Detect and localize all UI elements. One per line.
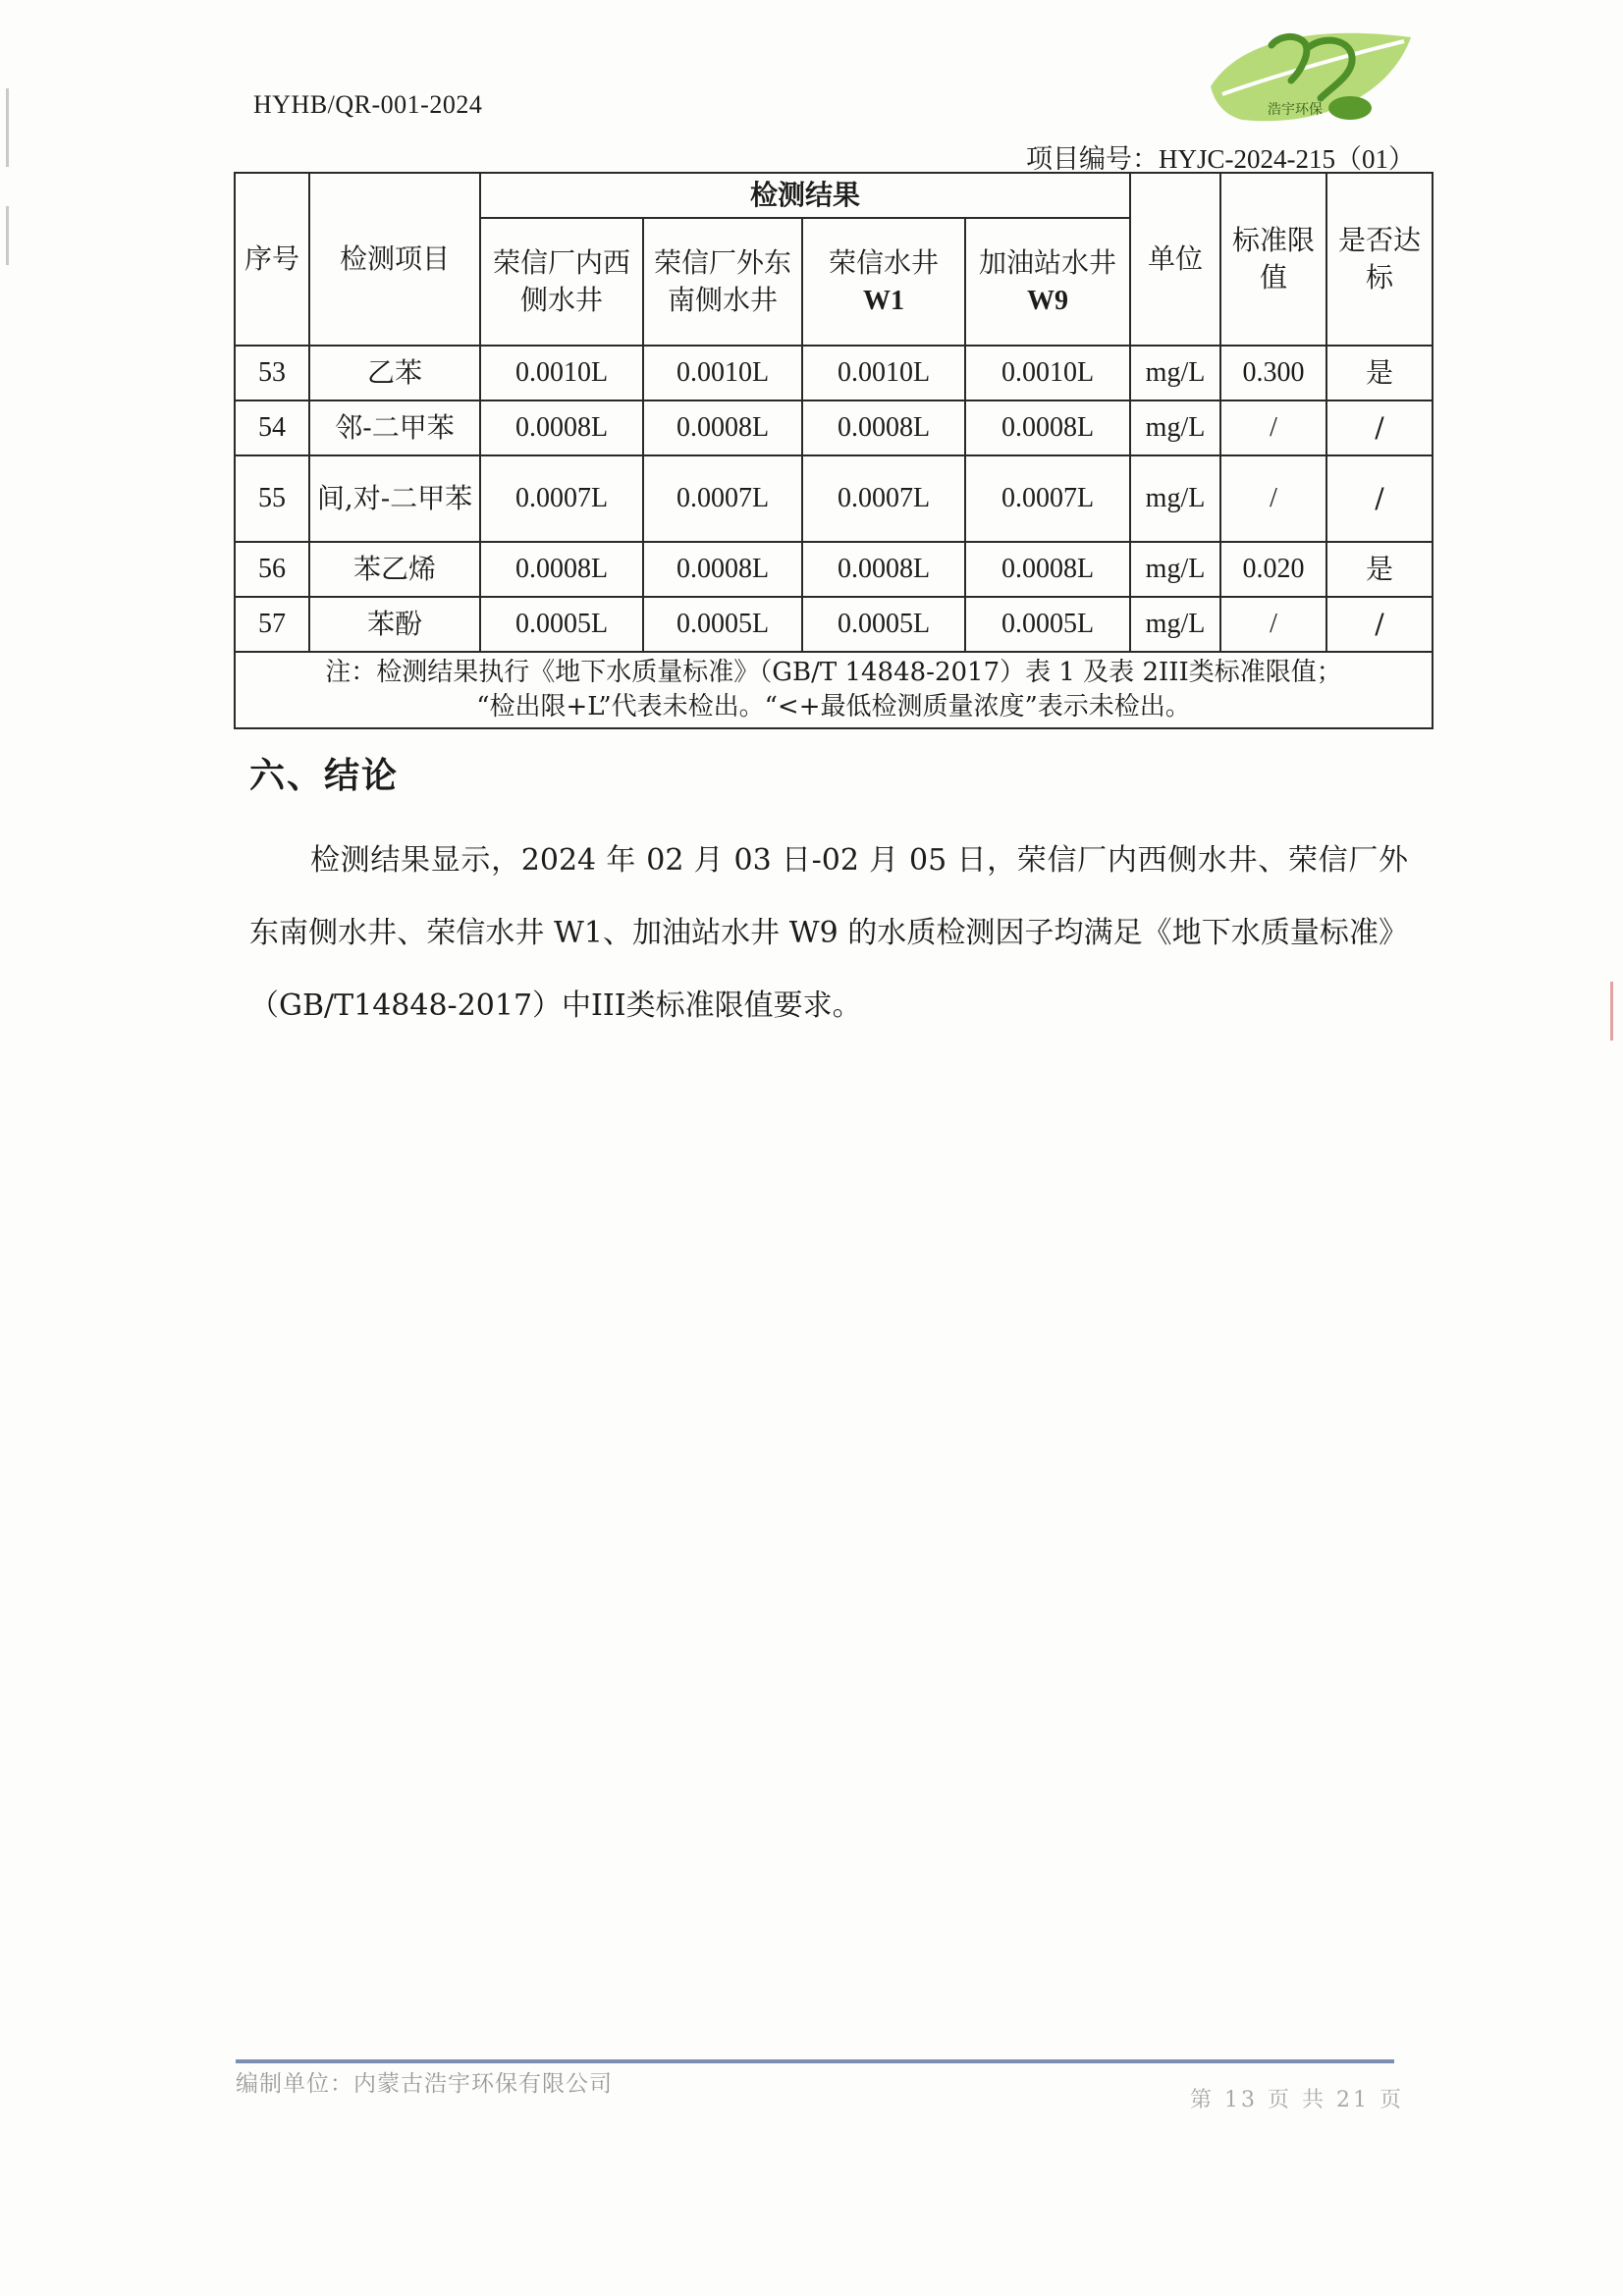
note-line-2: “检出限+L”代表未检出。“<+最低检测质量浓度”表示未检出。 [476, 692, 1191, 721]
header-site-3 [802, 218, 965, 346]
row-unit: mg/L [1130, 597, 1220, 652]
row-limit: / [1220, 597, 1326, 652]
row-pass: 是 [1326, 542, 1433, 597]
site-4-code: W9 [1027, 285, 1068, 316]
table-row [235, 455, 1433, 542]
row-limit: / [1220, 455, 1326, 542]
conclusion-text: 检测结果显示，2024 年 02 月 03 日-02 月 05 日，荣信厂内西侧水井、荣信厂外东南侧水井、荣信水井 W1、加油站水井 W9 的水质检测因子均满足《地下水质量标准》（GB/T14848-2017）中III类标准限值要求。 [249, 843, 1408, 1023]
logo-text: 浩宇环保 [1268, 102, 1323, 118]
table-row [235, 542, 1433, 597]
row-item: 苯酚 [309, 597, 480, 652]
row-seq: 57 [235, 597, 309, 652]
row-value: 0.0005L [965, 597, 1130, 652]
header-seq: 序号 [235, 173, 309, 346]
row-value: 0.0005L [802, 597, 965, 652]
row-value: 0.0007L [965, 455, 1130, 542]
project-number: 项目编号：HYJC-2024-215（01） [1026, 144, 1415, 174]
row-value: 0.0008L [480, 400, 643, 455]
results-table [234, 172, 1434, 729]
section-title: 六、结论 [249, 755, 400, 796]
row-value: 0.0010L [480, 346, 643, 400]
row-pass: / [1326, 400, 1433, 455]
row-limit: / [1220, 400, 1326, 455]
row-value: 0.0007L [480, 455, 643, 542]
row-value: 0.0008L [802, 400, 965, 455]
row-seq: 54 [235, 400, 309, 455]
scan-edge-mark [1610, 982, 1613, 1041]
row-value: 0.0008L [965, 400, 1130, 455]
row-value: 0.0007L [643, 455, 802, 542]
row-pass: / [1326, 455, 1433, 542]
header-results-group: 检测结果 [480, 173, 1130, 218]
footer-organization: 编制单位：内蒙古浩宇环保有限公司 [236, 2071, 613, 2097]
table-note [235, 652, 1433, 728]
row-seq: 55 [235, 455, 309, 542]
document-code: HYHB/QR-001-2024 [253, 90, 483, 119]
row-limit: 0.300 [1220, 346, 1326, 400]
company-logo [1203, 18, 1419, 133]
row-value: 0.0005L [480, 597, 643, 652]
site-2-name: 荣信厂外东南侧水井 [653, 246, 791, 316]
row-value: 0.0008L [802, 542, 965, 597]
footer-divider [236, 2059, 1394, 2063]
table-row [235, 346, 1433, 400]
row-value: 0.0010L [802, 346, 965, 400]
site-4-name: 加油站水井 [979, 245, 1117, 279]
row-seq: 56 [235, 542, 309, 597]
row-unit: mg/L [1130, 455, 1220, 542]
row-item: 间,对-二甲苯 [309, 455, 480, 542]
row-pass: 是 [1326, 346, 1433, 400]
table-row [235, 597, 1433, 652]
header-site-4 [965, 218, 1130, 346]
site-3-code: W1 [863, 285, 904, 316]
row-value: 0.0008L [643, 542, 802, 597]
row-item: 苯乙烯 [309, 542, 480, 597]
row-value: 0.0010L [965, 346, 1130, 400]
row-value: 0.0008L [965, 542, 1130, 597]
row-limit: 0.020 [1220, 542, 1326, 597]
row-pass: / [1326, 597, 1433, 652]
row-unit: mg/L [1130, 542, 1220, 597]
header-pass: 是否达标 [1326, 173, 1433, 346]
site-3-name: 荣信水井 [828, 245, 939, 279]
row-value: 0.0008L [480, 542, 643, 597]
row-value: 0.0007L [802, 455, 965, 542]
row-value: 0.0010L [643, 346, 802, 400]
header-site-2 [643, 218, 802, 346]
site-1-name: 荣信厂内西侧水井 [492, 246, 630, 316]
header-unit: 单位 [1130, 173, 1220, 346]
row-unit: mg/L [1130, 400, 1220, 455]
row-unit: mg/L [1130, 346, 1220, 400]
scan-edge-mark [6, 206, 9, 265]
header-site-1 [480, 218, 643, 346]
row-item: 乙苯 [309, 346, 480, 400]
scan-edge-mark [6, 88, 9, 167]
header-item: 检测项目 [309, 173, 480, 346]
note-line-1: 注：检测结果执行《地下水质量标准》（GB/T 14848-2017）表 1 及表 2III类标准限值； [325, 657, 1342, 687]
row-seq: 53 [235, 346, 309, 400]
row-value: 0.0005L [643, 597, 802, 652]
row-item: 邻-二甲苯 [309, 400, 480, 455]
table-row [235, 400, 1433, 455]
page-number: 第 13 页 共 21 页 [1190, 2088, 1404, 2112]
row-value: 0.0008L [643, 400, 802, 455]
header-limit: 标准限值 [1220, 173, 1326, 346]
